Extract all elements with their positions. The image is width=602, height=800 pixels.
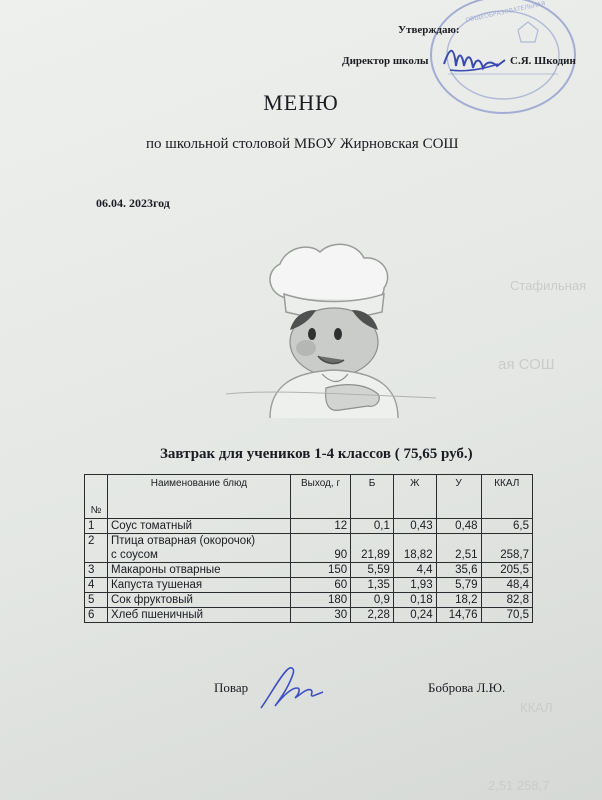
carbs-cell: 2,51 bbox=[436, 534, 481, 563]
page-title: МЕНЮ bbox=[263, 90, 339, 115]
ghost-text: ККАЛ bbox=[520, 700, 553, 715]
column-header: У bbox=[436, 475, 481, 519]
chef-illustration bbox=[226, 238, 436, 428]
kcal-cell: 70,5 bbox=[481, 608, 533, 623]
dish-name-line: Птица отварная (окорочок) bbox=[111, 535, 256, 547]
protein-cell: 1,35 bbox=[351, 578, 394, 593]
fat-cell: 4,4 bbox=[393, 563, 436, 578]
director-name: С.Я. Шкодин bbox=[510, 55, 576, 67]
fat-cell: 18,82 bbox=[393, 534, 436, 563]
kcal-cell: 6,5 bbox=[481, 519, 533, 534]
column-header: Выход, г bbox=[290, 475, 350, 519]
menu-table bbox=[84, 474, 533, 623]
column-header: Ж bbox=[393, 475, 436, 519]
dish-name: Макароны отварные bbox=[108, 563, 291, 578]
column-header: Б bbox=[351, 475, 394, 519]
carbs-cell: 5,79 bbox=[436, 578, 481, 593]
row-index: 4 bbox=[85, 578, 108, 593]
portion-cell: 90 bbox=[290, 534, 350, 563]
protein-cell: 5,59 bbox=[351, 563, 394, 578]
table-row bbox=[85, 563, 533, 578]
dish-name: Сок фруктовый bbox=[108, 593, 291, 608]
row-index: 6 bbox=[85, 608, 108, 623]
row-index: 3 bbox=[85, 563, 108, 578]
director-signature bbox=[440, 42, 510, 78]
cook-signature bbox=[255, 664, 325, 714]
ghost-text: 2,51 258,7 bbox=[488, 778, 550, 793]
cook-label: Повар bbox=[214, 680, 249, 695]
table-row bbox=[85, 578, 533, 593]
dish-name: Капуста тушеная bbox=[108, 578, 291, 593]
fat-cell: 1,93 bbox=[393, 578, 436, 593]
protein-cell: 2,28 bbox=[351, 608, 394, 623]
table-row bbox=[85, 593, 533, 608]
svg-text:ОБЩЕОБРАЗОВАТЕЛЬНАЯ: ОБЩЕОБРАЗОВАТЕЛЬНАЯ bbox=[464, 0, 547, 24]
row-index: 5 bbox=[85, 593, 108, 608]
approval-label: Утверждаю: bbox=[398, 24, 460, 36]
portion-cell: 180 bbox=[290, 593, 350, 608]
table-row bbox=[85, 608, 533, 623]
row-index: 2 bbox=[85, 534, 108, 563]
portion-cell: 12 bbox=[290, 519, 350, 534]
column-header: ККАЛ bbox=[481, 475, 533, 519]
fat-cell: 0,24 bbox=[393, 608, 436, 623]
carbs-cell: 14,76 bbox=[436, 608, 481, 623]
dish-name: Хлеб пшеничный bbox=[108, 608, 291, 623]
meal-heading: Завтрак для учеников 1-4 классов ( 75,65 руб.) bbox=[160, 446, 473, 462]
row-index: 1 bbox=[85, 519, 108, 534]
ghost-text: Стафильная bbox=[510, 278, 587, 293]
kcal-cell: 82,8 bbox=[481, 593, 533, 608]
portion-cell: 60 bbox=[290, 578, 350, 593]
protein-cell: 21,89 bbox=[351, 534, 394, 563]
dish-name-line: с соусом bbox=[111, 549, 158, 561]
protein-cell: 0,1 bbox=[351, 519, 394, 534]
protein-cell: 0,9 bbox=[351, 593, 394, 608]
kcal-cell: 48,4 bbox=[481, 578, 533, 593]
fat-cell: 0,43 bbox=[393, 519, 436, 534]
portion-cell: 150 bbox=[290, 563, 350, 578]
director-title: Директор школы bbox=[342, 55, 429, 67]
table-row bbox=[85, 534, 533, 563]
table-header-row bbox=[85, 475, 533, 519]
cook-name: Боброва Л.Ю. bbox=[428, 680, 506, 695]
menu-date: 06.04. 2023год bbox=[96, 196, 170, 210]
page-subtitle: по школьной столовой МБОУ Жирновская СОШ bbox=[146, 136, 459, 152]
fat-cell: 0,18 bbox=[393, 593, 436, 608]
kcal-cell: 205,5 bbox=[481, 563, 533, 578]
table-row bbox=[85, 519, 533, 534]
column-header: № bbox=[85, 475, 108, 519]
dish-name: Соус томатный bbox=[108, 519, 291, 534]
carbs-cell: 18,2 bbox=[436, 593, 481, 608]
carbs-cell: 35,6 bbox=[436, 563, 481, 578]
portion-cell: 30 bbox=[290, 608, 350, 623]
column-header: Наименование блюд bbox=[108, 475, 291, 519]
kcal-cell: 258,7 bbox=[481, 534, 533, 563]
dish-name bbox=[108, 534, 291, 563]
ghost-text: ая СОШ bbox=[498, 356, 555, 373]
carbs-cell: 0,48 bbox=[436, 519, 481, 534]
